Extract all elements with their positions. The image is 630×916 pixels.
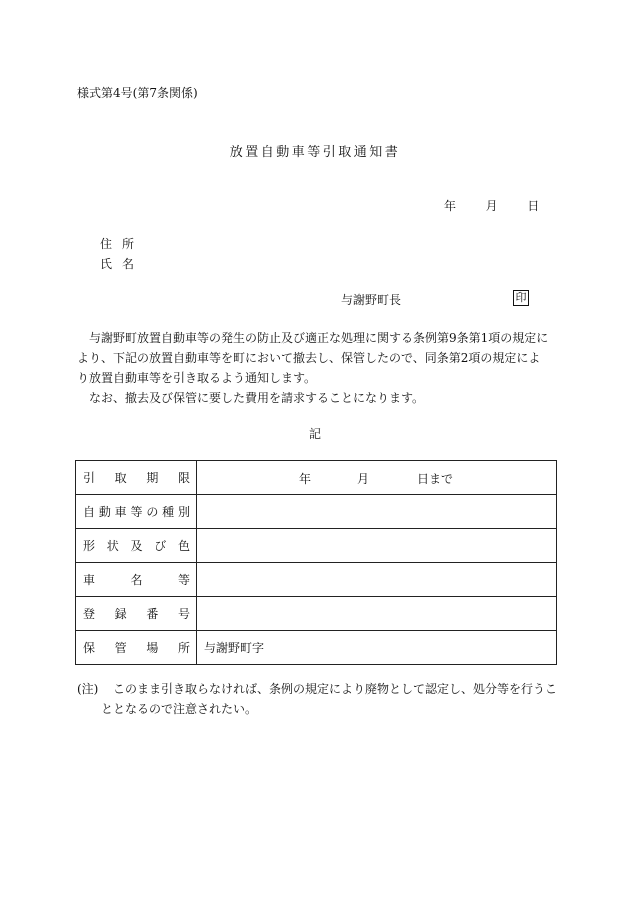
label-char: 期 [146, 471, 159, 485]
row-label-deadline [76, 461, 197, 495]
label-char: 場 [146, 641, 159, 655]
car-name-value [197, 563, 557, 597]
note [77, 679, 557, 719]
note-tag: (注) [77, 682, 99, 696]
label-char: 番 [146, 607, 159, 621]
label-char: 取 [114, 471, 127, 485]
form-number: 様式第4号(第7条関係) [77, 86, 198, 100]
row-label-car-name [76, 563, 197, 597]
date-day: 日 [527, 199, 540, 213]
detail-table [75, 460, 557, 665]
label-char: 等 [130, 505, 143, 519]
label-char: 引 [83, 471, 96, 485]
table-row [76, 495, 557, 529]
label-char: 動 [98, 505, 111, 519]
note-line-1: このまま引き取らなければ、条例の規定により廃物として認定し、処分等を行うこ [113, 682, 558, 696]
deadline-year: 年 [299, 472, 312, 486]
label-char: 管 [114, 641, 127, 655]
label-char: 車 [114, 505, 127, 519]
row-label-registration-number [76, 597, 197, 631]
notice-paragraph-2: なお、撤去及び保管に要した費用を請求することになります。 [89, 391, 425, 405]
label-char: 名 [130, 573, 143, 587]
label-char: 形 [83, 539, 96, 553]
seal-mark: 印 [513, 290, 529, 306]
document-title: 放置自動車等引取通知書 [229, 145, 401, 160]
label-char: の [146, 505, 159, 519]
deadline-value [197, 461, 557, 495]
table-row [76, 461, 557, 495]
date-line [444, 197, 539, 214]
table-row [76, 597, 557, 631]
deadline-day: 日まで [417, 472, 454, 486]
label-char: 及 [130, 539, 143, 553]
row-label-storage-location [76, 631, 197, 665]
label-char: 状 [106, 539, 119, 553]
label-char: 色 [177, 539, 190, 553]
row-label-shape-color [76, 529, 197, 563]
note-line-2: ととなるので注意されたい。 [101, 702, 258, 716]
address-label: 住所 [100, 237, 145, 251]
vehicle-type-value [197, 495, 557, 529]
label-char: 登 [83, 607, 96, 621]
label-char: 自 [83, 505, 96, 519]
label-char: 種 [162, 505, 175, 519]
storage-location-value: 与謝野町字 [197, 631, 557, 665]
label-char: 等 [177, 573, 190, 587]
table-row [76, 563, 557, 597]
label-char: 限 [177, 471, 190, 485]
table-row [76, 631, 557, 665]
label-char: 録 [114, 607, 127, 621]
mayor-label: 与謝野町長 [341, 293, 402, 307]
table-row [76, 529, 557, 563]
notice-body [77, 328, 551, 408]
deadline-month: 月 [357, 472, 370, 486]
date-year: 年 [444, 199, 457, 213]
registration-number-value [197, 597, 557, 631]
label-char: 保 [83, 641, 96, 655]
section-heading: 記 [308, 427, 321, 441]
label-char: 所 [177, 641, 190, 655]
label-char: 車 [83, 573, 96, 587]
label-char: び [154, 539, 167, 553]
name-label: 氏名 [100, 257, 145, 271]
notice-paragraph-1: 与謝野町放置自動車等の発生の防止及び適正な処理に関する条例第9条第1項の規定により、下記の放置自動車等を町において撤去し、保管したので、同条第2項の規定により放置自動車等を引き取るよう通知します。 [77, 331, 549, 385]
shape-color-value [197, 529, 557, 563]
row-label-vehicle-type [76, 495, 197, 529]
label-char: 別 [177, 505, 190, 519]
label-char: 号 [177, 607, 190, 621]
date-month: 月 [485, 199, 498, 213]
